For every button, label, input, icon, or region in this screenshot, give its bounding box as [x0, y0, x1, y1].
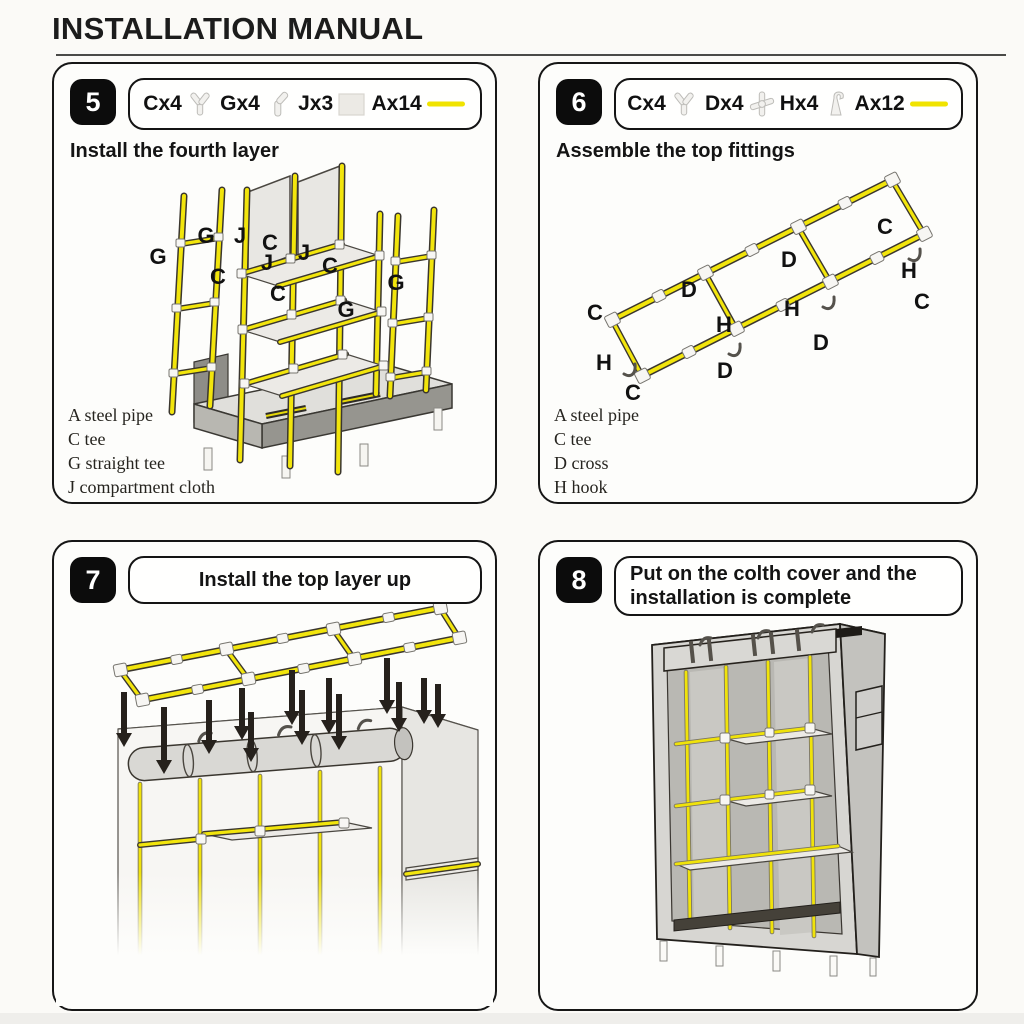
- step-instruction-box: [614, 556, 963, 616]
- pipe-connectors: [604, 171, 933, 384]
- step-instruction: Install the top layer up: [198, 568, 412, 591]
- part-label: Gx4: [220, 92, 260, 115]
- legend-line: A steel pipe: [68, 405, 153, 425]
- part-item-c: [143, 89, 215, 119]
- legend-line: C tee: [554, 428, 592, 449]
- part-label: Hx4: [779, 92, 819, 115]
- diagram-label: H: [901, 258, 917, 283]
- diagram-label: D: [717, 358, 733, 383]
- step-instruction: Put on the colth cover and the installation is complete: [630, 563, 917, 609]
- part-item-h: [780, 89, 852, 119]
- part-label: Cx4: [627, 92, 666, 115]
- compartment-cloth-icon: [336, 90, 366, 118]
- parts-list: [614, 78, 963, 130]
- step-number-badge: 5: [70, 79, 116, 125]
- diagram-label: J: [297, 240, 311, 265]
- diagram-label: H: [596, 350, 612, 375]
- step7-diagram: [54, 542, 495, 1009]
- title-divider: [56, 54, 1006, 56]
- parts-legend: [554, 404, 639, 500]
- part-item-c: [627, 89, 699, 119]
- straight-tee-connector-icon: [263, 89, 293, 119]
- y-tee-connector-icon: [669, 89, 699, 119]
- page-title: INSTALLATION MANUAL: [52, 11, 424, 46]
- part-label: Dx4: [705, 92, 744, 115]
- diagram-label: D: [813, 330, 829, 355]
- bottom-strip: [0, 1013, 1024, 1024]
- cross-connector-icon: [747, 89, 777, 119]
- step-6-panel: [538, 62, 978, 504]
- step-7-panel: [52, 540, 497, 1011]
- steel-pipe-icon: [908, 98, 950, 110]
- legend-line: A steel pipe: [554, 405, 639, 425]
- part-item-g: [220, 89, 293, 119]
- part-label: Ax14: [371, 92, 422, 115]
- diagram-label: J: [260, 250, 274, 275]
- step-8-panel: [538, 540, 978, 1011]
- diagram-label: C: [270, 281, 286, 306]
- part-item-a: [371, 92, 466, 116]
- diagram-label: C: [322, 253, 338, 278]
- diagram-label: C: [625, 380, 641, 405]
- y-tee-connector-icon: [185, 89, 215, 119]
- diagram-label: G: [149, 244, 167, 269]
- part-label: Jx3: [298, 92, 334, 115]
- diagram-label: J: [233, 223, 247, 248]
- side-pocket: [856, 686, 882, 750]
- diagram-label: D: [681, 277, 697, 302]
- steel-pipe-icon: [425, 98, 467, 110]
- step-number-badge: 7: [70, 557, 116, 603]
- parts-list: [128, 78, 482, 130]
- part-item-j: [298, 90, 366, 118]
- part-label: Ax12: [854, 92, 905, 115]
- diagram-label: D: [781, 247, 797, 272]
- legend-line: C tee: [68, 428, 106, 449]
- step-number-badge: 8: [556, 557, 602, 603]
- step-instruction: Assemble the top fittings: [556, 140, 795, 162]
- part-item-a: [855, 92, 950, 116]
- diagram-label: C: [914, 289, 930, 314]
- diagram-label: C: [877, 214, 893, 239]
- diagram-label: G: [337, 297, 355, 322]
- diagram-label: C: [262, 230, 278, 255]
- legend-line: G straight tee: [68, 452, 165, 473]
- legend-line: J compartment cloth: [68, 476, 215, 497]
- step-5-panel: [52, 62, 497, 504]
- parts-legend: [68, 404, 215, 500]
- diagram-label: C: [210, 264, 226, 289]
- legend-line: D cross: [554, 452, 609, 473]
- step-instruction: Install the fourth layer: [70, 140, 279, 162]
- diagram-label: H: [784, 296, 800, 321]
- diagram-label: H: [716, 312, 732, 337]
- hook-icon: [821, 89, 851, 119]
- part-label: Cx4: [143, 92, 182, 115]
- part-item-d: [702, 89, 777, 119]
- legend-line: H hook: [554, 476, 608, 497]
- step-number-badge: 6: [556, 79, 602, 125]
- diagram-label: C: [587, 300, 603, 325]
- diagram-label: G: [197, 223, 215, 248]
- step-instruction-box: [128, 556, 482, 604]
- diagram-label: G: [387, 270, 405, 295]
